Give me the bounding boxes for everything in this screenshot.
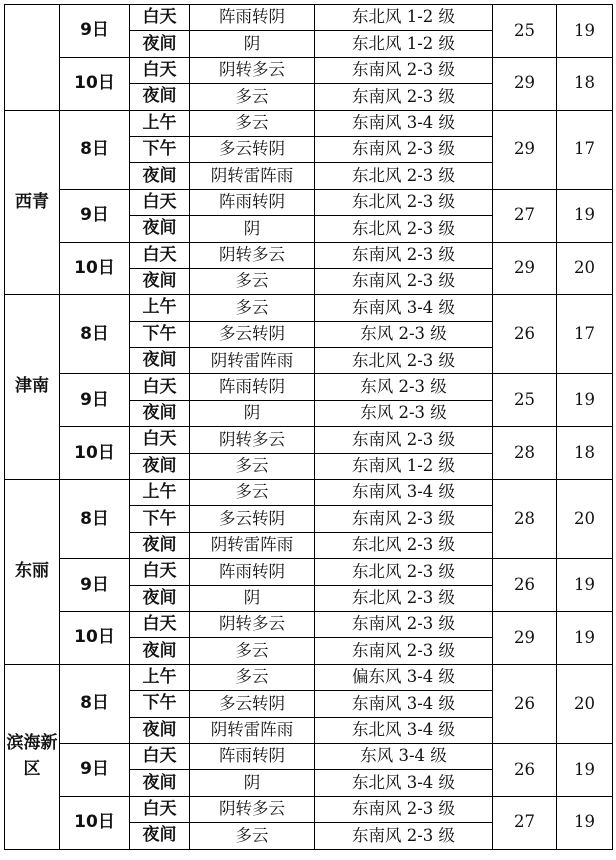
table-row — [5, 743, 613, 769]
district-cell: 滨海新区 — [5, 664, 60, 849]
period-cell: 下午 — [130, 321, 190, 347]
wind-cell: 偏东风 3-4 级 — [315, 664, 493, 690]
period-cell: 夜间 — [130, 453, 190, 479]
wind-cell: 东南风 2-3 级 — [315, 611, 493, 637]
high-temp-cell: 29 — [493, 242, 557, 295]
wind-cell: 东南风 2-3 级 — [315, 268, 493, 294]
district-cell — [5, 5, 60, 111]
period-cell: 下午 — [130, 691, 190, 717]
district-cell: 西青 — [5, 110, 60, 295]
table-row — [5, 5, 613, 31]
high-temp-cell: 29 — [493, 110, 557, 189]
period-cell: 白天 — [130, 743, 190, 769]
period-cell: 夜间 — [130, 216, 190, 242]
table-row — [5, 374, 613, 400]
weather-cell: 阴 — [190, 770, 315, 796]
wind-cell: 东南风 2-3 级 — [315, 638, 493, 664]
low-temp-cell: 20 — [557, 480, 613, 559]
weather-cell: 阴转雷阵雨 — [190, 532, 315, 558]
low-temp-cell: 18 — [557, 427, 613, 480]
period-cell: 白天 — [130, 374, 190, 400]
wind-cell: 东北风 2-3 级 — [315, 163, 493, 189]
period-cell: 白天 — [130, 796, 190, 822]
wind-cell: 东南风 2-3 级 — [315, 796, 493, 822]
period-cell: 白天 — [130, 559, 190, 585]
period-cell: 白天 — [130, 242, 190, 268]
wind-cell: 东北风 1-2 级 — [315, 5, 493, 31]
period-cell: 白天 — [130, 5, 190, 31]
weather-cell: 多云 — [190, 823, 315, 849]
weather-cell: 阴转多云 — [190, 796, 315, 822]
wind-cell: 东南风 2-3 级 — [315, 136, 493, 162]
day-cell: 8日 — [60, 110, 130, 189]
low-temp-cell: 17 — [557, 295, 613, 374]
weather-cell: 阴 — [190, 216, 315, 242]
high-temp-cell: 26 — [493, 664, 557, 743]
weather-cell: 多云转阴 — [190, 691, 315, 717]
wind-cell: 东南风 3-4 级 — [315, 691, 493, 717]
wind-cell: 东风 3-4 级 — [315, 743, 493, 769]
day-cell: 8日 — [60, 664, 130, 743]
high-temp-cell: 28 — [493, 480, 557, 559]
low-temp-cell: 19 — [557, 189, 613, 242]
low-temp-cell: 20 — [557, 664, 613, 743]
day-cell: 9日 — [60, 374, 130, 427]
wind-cell: 东南风 3-4 级 — [315, 295, 493, 321]
wind-cell: 东北风 3-4 级 — [315, 770, 493, 796]
period-cell: 下午 — [130, 136, 190, 162]
district-cell: 津南 — [5, 295, 60, 480]
day-cell: 9日 — [60, 189, 130, 242]
high-temp-cell: 28 — [493, 427, 557, 480]
period-cell: 白天 — [130, 611, 190, 637]
wind-cell: 东北风 3-4 级 — [315, 717, 493, 743]
weather-cell: 多云转阴 — [190, 506, 315, 532]
period-cell: 夜间 — [130, 163, 190, 189]
weather-cell: 多云 — [190, 664, 315, 690]
period-cell: 上午 — [130, 110, 190, 136]
low-temp-cell: 19 — [557, 5, 613, 58]
high-temp-cell: 26 — [493, 559, 557, 612]
weather-cell: 多云转阴 — [190, 136, 315, 162]
wind-cell: 东北风 2-3 级 — [315, 189, 493, 215]
table-row — [5, 242, 613, 268]
high-temp-cell: 27 — [493, 796, 557, 849]
table-row — [5, 295, 613, 321]
day-cell: 10日 — [60, 611, 130, 664]
low-temp-cell: 19 — [557, 611, 613, 664]
low-temp-cell: 20 — [557, 242, 613, 295]
table-row — [5, 559, 613, 585]
period-cell: 夜间 — [130, 84, 190, 110]
high-temp-cell: 26 — [493, 743, 557, 796]
wind-cell: 东北风 2-3 级 — [315, 532, 493, 558]
weather-cell: 阴转雷阵雨 — [190, 163, 315, 189]
table-row — [5, 57, 613, 83]
weather-cell: 多云 — [190, 453, 315, 479]
weather-cell: 阴转雷阵雨 — [190, 348, 315, 374]
weather-cell: 多云 — [190, 268, 315, 294]
day-cell: 10日 — [60, 242, 130, 295]
table-row — [5, 664, 613, 690]
period-cell: 夜间 — [130, 348, 190, 374]
wind-cell: 东南风 2-3 级 — [315, 242, 493, 268]
period-cell: 夜间 — [130, 717, 190, 743]
weather-cell: 阵雨转阴 — [190, 189, 315, 215]
wind-cell: 东北风 2-3 级 — [315, 348, 493, 374]
wind-cell: 东北风 2-3 级 — [315, 559, 493, 585]
wind-cell: 东南风 2-3 级 — [315, 427, 493, 453]
weather-cell: 阴转多云 — [190, 57, 315, 83]
day-cell: 10日 — [60, 427, 130, 480]
wind-cell: 东南风 3-4 级 — [315, 110, 493, 136]
weather-cell: 阴 — [190, 585, 315, 611]
high-temp-cell: 29 — [493, 611, 557, 664]
weather-cell: 多云 — [190, 480, 315, 506]
wind-cell: 东风 2-3 级 — [315, 400, 493, 426]
day-cell: 10日 — [60, 57, 130, 110]
weather-cell: 阴 — [190, 400, 315, 426]
weather-cell: 多云 — [190, 84, 315, 110]
wind-cell: 东北风 2-3 级 — [315, 585, 493, 611]
table-row — [5, 611, 613, 637]
wind-cell: 东南风 2-3 级 — [315, 506, 493, 532]
wind-cell: 东南风 2-3 级 — [315, 57, 493, 83]
table-row — [5, 189, 613, 215]
low-temp-cell: 18 — [557, 57, 613, 110]
weather-cell: 多云 — [190, 638, 315, 664]
low-temp-cell: 19 — [557, 796, 613, 849]
wind-cell: 东南风 2-3 级 — [315, 84, 493, 110]
weather-cell: 阴 — [190, 31, 315, 57]
period-cell: 下午 — [130, 506, 190, 532]
weather-cell: 阵雨转阴 — [190, 559, 315, 585]
wind-cell: 东风 2-3 级 — [315, 321, 493, 347]
wind-cell: 东南风 3-4 级 — [315, 480, 493, 506]
weather-cell: 多云 — [190, 110, 315, 136]
forecast-table-body — [5, 5, 613, 850]
period-cell: 白天 — [130, 427, 190, 453]
high-temp-cell: 26 — [493, 295, 557, 374]
weather-cell: 阵雨转阴 — [190, 374, 315, 400]
table-row — [5, 110, 613, 136]
period-cell: 上午 — [130, 664, 190, 690]
period-cell: 上午 — [130, 295, 190, 321]
low-temp-cell: 19 — [557, 743, 613, 796]
wind-cell: 东北风 2-3 级 — [315, 216, 493, 242]
weather-cell: 阴转多云 — [190, 427, 315, 453]
weather-cell: 阵雨转阴 — [190, 5, 315, 31]
table-row — [5, 796, 613, 822]
wind-cell: 东北风 1-2 级 — [315, 31, 493, 57]
table-row — [5, 480, 613, 506]
weather-cell: 多云 — [190, 295, 315, 321]
district-cell: 东丽 — [5, 480, 60, 665]
period-cell: 上午 — [130, 480, 190, 506]
weather-cell: 阴转多云 — [190, 611, 315, 637]
day-cell: 8日 — [60, 480, 130, 559]
wind-cell: 东南风 1-2 级 — [315, 453, 493, 479]
day-cell: 8日 — [60, 295, 130, 374]
period-cell: 夜间 — [130, 823, 190, 849]
period-cell: 夜间 — [130, 770, 190, 796]
period-cell: 夜间 — [130, 400, 190, 426]
table-row — [5, 427, 613, 453]
wind-cell: 东南风 2-3 级 — [315, 823, 493, 849]
low-temp-cell: 19 — [557, 559, 613, 612]
period-cell: 白天 — [130, 57, 190, 83]
period-cell: 夜间 — [130, 638, 190, 664]
day-cell: 10日 — [60, 796, 130, 849]
weather-cell: 阵雨转阴 — [190, 743, 315, 769]
period-cell: 白天 — [130, 189, 190, 215]
wind-cell: 东风 2-3 级 — [315, 374, 493, 400]
low-temp-cell: 17 — [557, 110, 613, 189]
high-temp-cell: 29 — [493, 57, 557, 110]
high-temp-cell: 25 — [493, 5, 557, 58]
day-cell: 9日 — [60, 559, 130, 612]
low-temp-cell: 19 — [557, 374, 613, 427]
period-cell: 夜间 — [130, 585, 190, 611]
period-cell: 夜间 — [130, 532, 190, 558]
day-cell: 9日 — [60, 5, 130, 58]
forecast-table — [4, 4, 613, 850]
weather-cell: 阴转雷阵雨 — [190, 717, 315, 743]
high-temp-cell: 27 — [493, 189, 557, 242]
weather-cell: 多云转阴 — [190, 321, 315, 347]
period-cell: 夜间 — [130, 268, 190, 294]
period-cell: 夜间 — [130, 31, 190, 57]
weather-cell: 阴转多云 — [190, 242, 315, 268]
high-temp-cell: 25 — [493, 374, 557, 427]
day-cell: 9日 — [60, 743, 130, 796]
